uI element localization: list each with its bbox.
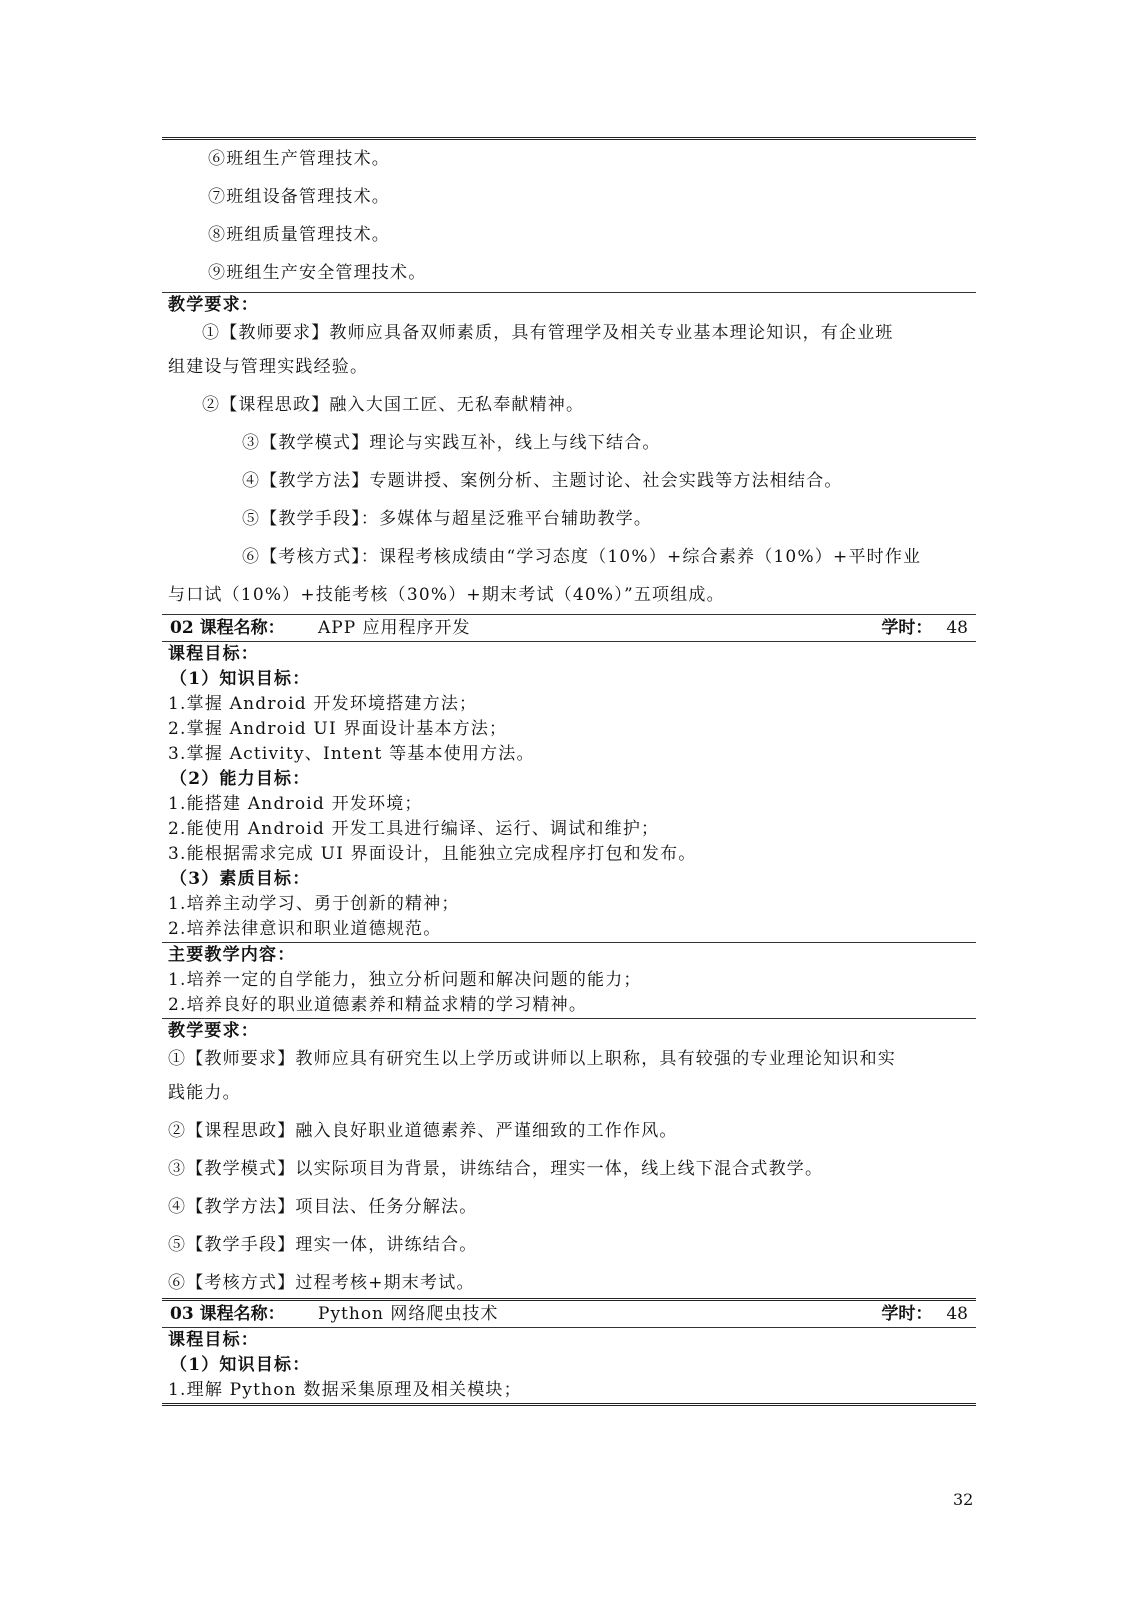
requirement-assessment: ⑥【考核方式】过程考核+期末考试。	[168, 1273, 475, 1293]
objective-item: 2.培养法律意识和职业道德规范。	[168, 919, 442, 939]
requirement-method: ④【教学方法】项目法、任务分解法。	[168, 1197, 478, 1217]
content-item: ⑦班组设备管理技术。	[208, 187, 390, 207]
requirement-teacher-cont: 践能力。	[168, 1083, 241, 1103]
requirement-method: ④【教学方法】专题讲授、案例分析、主题讨论、社会实践等方法相结合。	[242, 471, 843, 491]
knowledge-heading: （1）知识目标：	[170, 669, 311, 689]
requirement-mode: ③【教学模式】以实际项目为背景，讲练结合，理实一体，线上线下混合式教学。	[168, 1159, 824, 1179]
hours-label: 学时：	[881, 1304, 933, 1324]
objectives-heading: 课程目标：	[168, 1330, 259, 1350]
content-item: ⑨班组生产安全管理技术。	[208, 263, 427, 283]
content-item: ⑧班组质量管理技术。	[208, 225, 390, 245]
requirement-ideology: ②【课程思政】融入大国工匠、无私奉献精神。	[202, 395, 585, 415]
course-name-label: 02 课程名称：	[170, 618, 285, 638]
objective-item: 1.培养主动学习、勇于创新的精神；	[168, 894, 460, 914]
requirement-mode: ③【教学模式】理论与实践互补，线上与线下结合。	[242, 433, 661, 453]
content-item: ⑥班组生产管理技术。	[208, 149, 390, 169]
course-name-label: 03 课程名称：	[170, 1304, 285, 1324]
requirements-heading: 教学要求：	[168, 1021, 259, 1041]
ability-heading: （2）能力目标：	[170, 769, 311, 789]
content-item: 1.培养一定的自学能力，独立分析问题和解决问题的能力；	[168, 970, 642, 990]
course-header-02	[162, 615, 976, 641]
hours-value: 48	[946, 1304, 968, 1324]
requirement-assessment: ⑥【考核方式】：课程考核成绩由“学习态度（10%）+综合素养（10%）+平时作业	[242, 547, 922, 567]
content-heading: 主要教学内容：	[168, 945, 296, 965]
requirement-ideology: ②【课程思政】融入良好职业道德素养、严谨细致的工作作风。	[168, 1121, 678, 1141]
requirement-assessment-cont: 与口试（10%）+技能考核（30%）+期末考试（40%）”五项组成。	[168, 585, 725, 605]
objective-item: 2.能使用 Android 开发工具进行编译、运行、调试和维护；	[168, 819, 660, 839]
course-hours	[881, 615, 968, 641]
objective-item: 1.理解 Python 数据采集原理及相关模块；	[168, 1380, 522, 1400]
course-hours	[881, 1301, 968, 1327]
course-name: Python 网络爬虫技术	[318, 1304, 499, 1324]
hours-label: 学时：	[881, 618, 933, 638]
course-name: APP 应用程序开发	[318, 618, 471, 638]
objective-item: 3.能根据需求完成 UI 界面设计，且能独立完成程序打包和发布。	[168, 844, 697, 864]
requirement-means: ⑤【教学手段】理实一体，讲练结合。	[168, 1235, 478, 1255]
course01-requirements-section	[162, 293, 976, 614]
requirements-heading: 教学要求：	[168, 295, 259, 315]
quality-heading: （3）素质目标：	[170, 869, 311, 889]
content-item: 2.培养良好的职业道德素养和精益求精的学习精神。	[168, 995, 588, 1015]
course02-requirements-section	[162, 1019, 976, 1298]
bottom-double-rule	[162, 1403, 976, 1406]
document-page	[162, 137, 976, 1406]
course01-content-section	[162, 140, 976, 292]
course02-content-section	[162, 943, 976, 1018]
course02-objectives-section	[162, 642, 976, 942]
course-header-03	[162, 1301, 976, 1327]
course03-objectives-section	[162, 1328, 976, 1403]
page-number: 32	[953, 1490, 974, 1509]
objective-item: 1.掌握 Android 开发环境搭建方法；	[168, 694, 478, 714]
requirement-teacher: ①【教师要求】教师应具有研究生以上学历或讲师以上职称，具有较强的专业理论知识和实	[168, 1049, 896, 1069]
objectives-heading: 课程目标：	[168, 644, 259, 664]
requirement-means: ⑤【教学手段】：多媒体与超星泛雅平台辅助教学。	[242, 509, 653, 529]
requirement-teacher: ①【教师要求】教师应具备双师素质，具有管理学及相关专业基本理论知识，有企业班	[202, 323, 894, 343]
objective-item: 2.掌握 Android UI 界面设计基本方法；	[168, 719, 508, 739]
requirement-teacher-cont: 组建设与管理实践经验。	[168, 357, 369, 377]
objective-item: 1.能搭建 Android 开发环境；	[168, 794, 423, 814]
hours-value: 48	[946, 618, 968, 638]
objective-item: 3.掌握 Activity、Intent 等基本使用方法。	[168, 744, 535, 764]
knowledge-heading: （1）知识目标：	[170, 1355, 311, 1375]
